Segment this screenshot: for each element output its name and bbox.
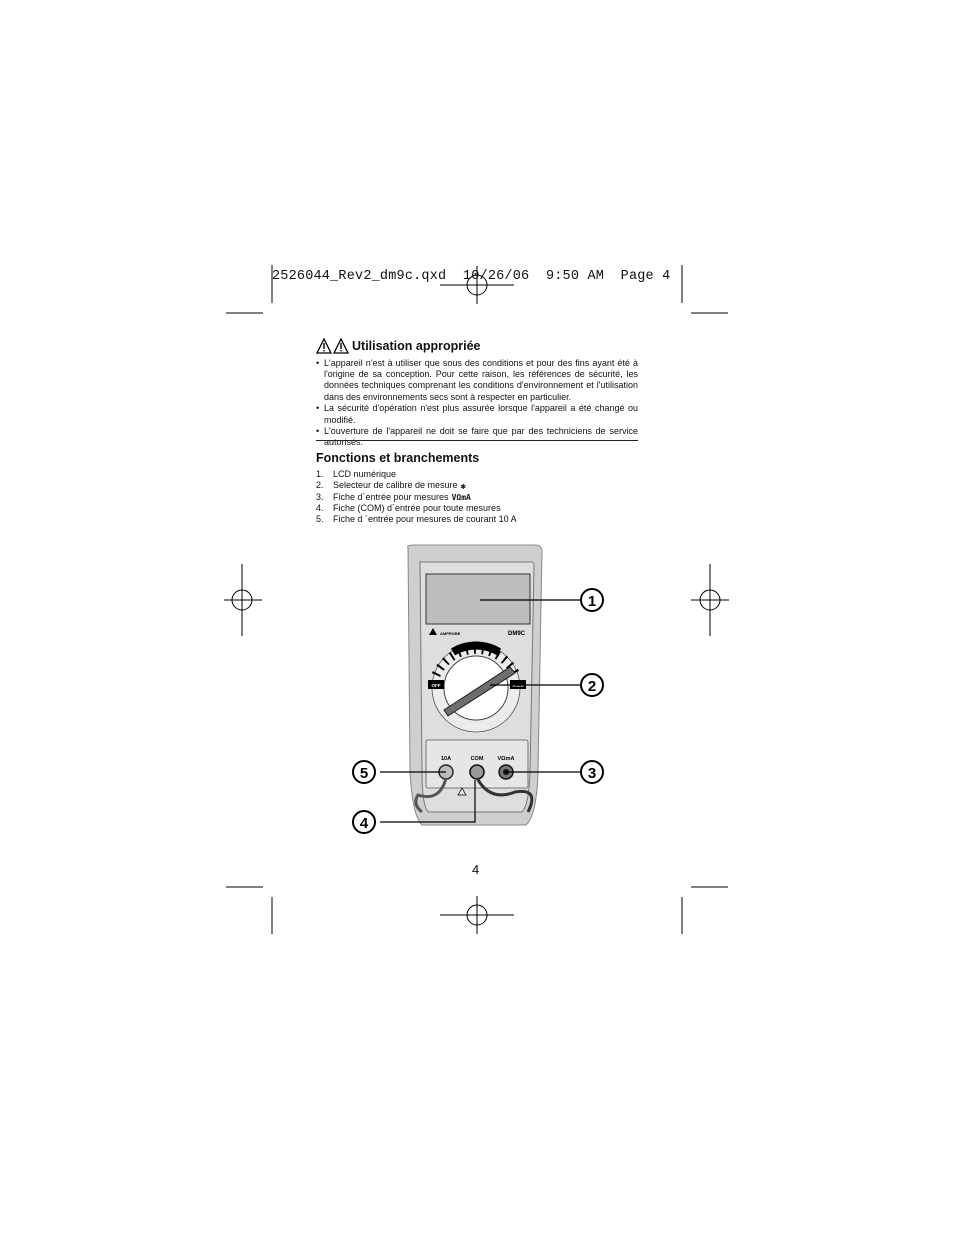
file-header: 2526044_Rev2_dm9c.qxd 10/26/06 9:50 AM Page 4 bbox=[272, 269, 671, 284]
jack-10a-label: 10A bbox=[440, 756, 452, 762]
list-item: • L'appareil n'est à utiliser que sous des conditions et pour des fins ayant été à l'origine de sa conception. Pour cette raison, les références de sécurité, les données techniques comprenant les conditions d'environnement et l'utilisation dans des environnements secs sont à respecter en particulier. bbox=[316, 358, 638, 403]
list-item: 1. LCD numérique bbox=[316, 469, 397, 479]
section-title-text: Utilisation appropriée bbox=[352, 339, 481, 353]
hold-label: HOLD bbox=[512, 683, 524, 688]
warning-icon bbox=[316, 338, 350, 354]
functions-list bbox=[316, 469, 517, 525]
list-item: • La sécurité d'opération n'est plus assurée lorsque l'appareil a été changé ou modifié. bbox=[316, 403, 638, 425]
section-divider bbox=[316, 440, 638, 441]
list-item: 4. Fiche (COM) d´entrée pour toute mesures bbox=[316, 502, 501, 513]
jack-com-label: COM bbox=[470, 756, 484, 762]
callout-2-label: 2 bbox=[587, 678, 597, 695]
list-item: 2. Selecteur de calibre de mesure bbox=[316, 480, 458, 491]
callout-1-label: 1 bbox=[587, 593, 597, 610]
vohm-symbol: ✱ VΩmA bbox=[451, 481, 471, 502]
brand-label: AMPROBE bbox=[440, 631, 461, 636]
list-item: 5. Fiche d ´entrée pour mesures de courant 10 A bbox=[316, 514, 517, 525]
off-label: OFF bbox=[431, 683, 441, 688]
multimeter-illustration bbox=[340, 540, 620, 840]
section-title-usage bbox=[316, 338, 481, 354]
callout-3-label: 3 bbox=[587, 765, 597, 782]
asterisk-icon: ✱ bbox=[460, 481, 466, 492]
model-label: DM9C bbox=[508, 631, 526, 637]
usage-bullets bbox=[316, 358, 638, 449]
list-item: 3. Fiche d´entrée pour mesures ✱ VΩmA bbox=[316, 481, 471, 502]
callout-5-label: 5 bbox=[359, 765, 369, 782]
page-number: 4 bbox=[472, 862, 480, 877]
jack-v-label: VΩmA bbox=[497, 756, 515, 762]
callout-4-label: 4 bbox=[359, 815, 369, 832]
list-item: • L'ouverture de l'appareil ne doit se faire que par des techniciens de service autorisés. bbox=[316, 426, 638, 448]
section-title-functions: Fonctions et branchements bbox=[316, 451, 480, 465]
